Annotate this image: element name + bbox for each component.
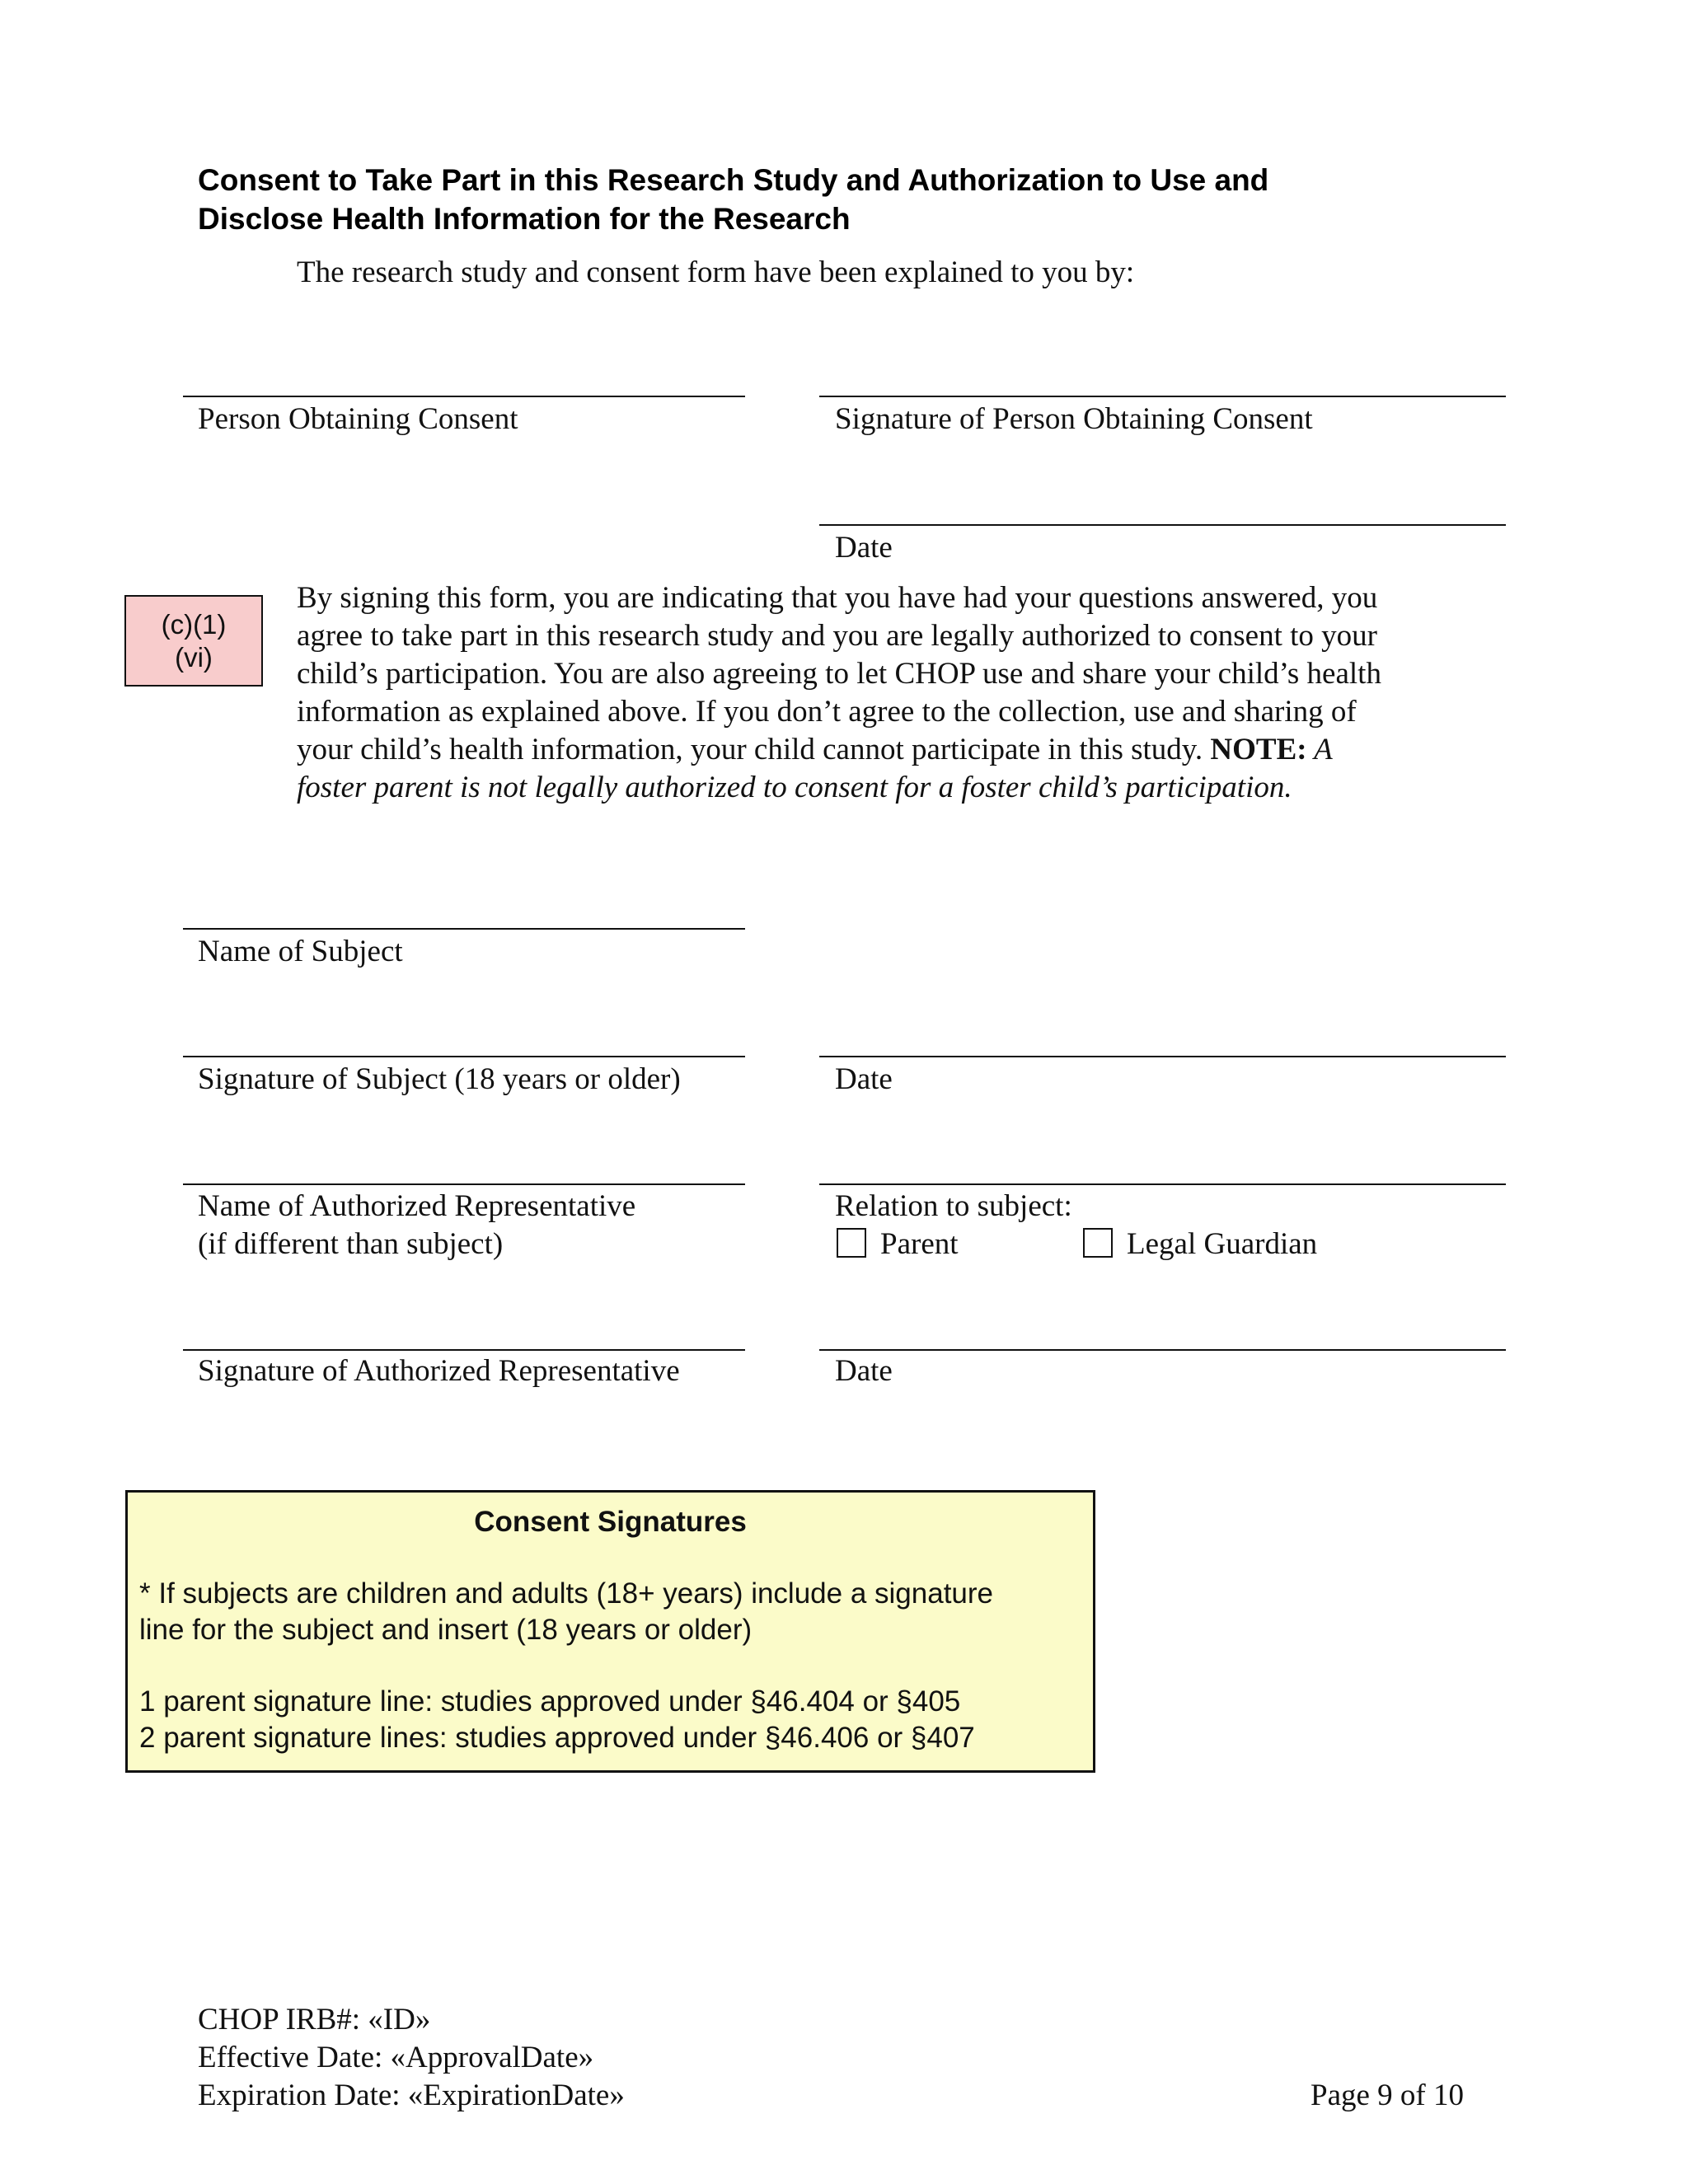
date-1-label: Date [835, 531, 893, 565]
relation-label: Relation to subject: [835, 1189, 1072, 1223]
date-3-label: Date [835, 1354, 893, 1388]
title-line-1: Consent to Take Part in this Research Study and Authorization to Use and [198, 163, 1269, 197]
page-number: Page 9 of 10 [1311, 2079, 1464, 2112]
date-2-label: Date [835, 1062, 893, 1096]
footer-expiration-date: Expiration Date: «ExpirationDate» [198, 2079, 625, 2112]
page-title [198, 161, 1517, 238]
regulation-tag-line-2: (vi) [175, 641, 213, 673]
name-subject-line[interactable] [183, 928, 745, 930]
signature-rep-label: Signature of Authorized Representative [198, 1354, 680, 1388]
paragraph-line-6 [297, 769, 1500, 807]
name-subject-label: Name of Subject [198, 935, 403, 968]
person-obtaining-line[interactable] [183, 396, 745, 397]
footer-effective-date: Effective Date: «ApprovalDate» [198, 2041, 594, 2074]
signature-person-obtaining-label: Signature of Person Obtaining Consent [835, 402, 1313, 436]
consent-paragraph [297, 579, 1500, 807]
consent-signatures-note [125, 1490, 1095, 1773]
footer-irb: CHOP IRB#: «ID» [198, 2003, 431, 2036]
paragraph-line-3: child’s participation. You are also agreeing to let CHOP use and share your child’s health [297, 657, 1381, 691]
paragraph-line-5-text: your child’s health information, your child cannot participate in this study. [297, 733, 1211, 766]
intro-text: The research study and consent form have been explained to you by: [297, 255, 1135, 289]
note-line-2: line for the subject and insert (18 years or older) [139, 1614, 753, 1646]
note-title: Consent Signatures [474, 1506, 747, 1538]
person-obtaining-label: Person Obtaining Consent [198, 402, 518, 436]
foster-parent-note: foster parent is not legally authorized to consent for a foster child’s participation. [297, 771, 1292, 804]
paragraph-line-2: agree to take part in this research study and you are legally authorized to consent to your [297, 619, 1377, 653]
note-label: NOTE: [1210, 733, 1307, 766]
relation-line[interactable] [819, 1183, 1506, 1185]
regulation-tag-line-1: (c)(1) [161, 608, 227, 640]
regulation-tag [124, 595, 263, 687]
paragraph-line-5 [297, 731, 1500, 769]
name-rep-label-2: (if different than subject) [198, 1227, 504, 1261]
signature-person-obtaining-line[interactable] [819, 396, 1506, 397]
note-line-4: 2 parent signature lines: studies approved under §46.406 or §407 [139, 1722, 975, 1754]
paragraph-line-5-italic: A [1306, 733, 1333, 766]
note-line-3: 1 parent signature line: studies approved under §46.404 or §405 [139, 1685, 961, 1718]
signature-rep-line[interactable] [183, 1349, 745, 1351]
paragraph-line-4: information as explained above. If you don’t agree to the collection, use and sharing of [297, 695, 1357, 729]
name-rep-line[interactable] [183, 1183, 745, 1185]
date-2-line[interactable] [819, 1056, 1506, 1057]
paragraph-line-1: By signing this form, you are indicating that you have had your questions answered, you [297, 581, 1378, 615]
parent-checkbox-label: Parent [880, 1227, 959, 1261]
date-1-line[interactable] [819, 524, 1506, 526]
name-rep-label-1: Name of Authorized Representative [198, 1189, 636, 1223]
signature-subject-label: Signature of Subject (18 years or older) [198, 1062, 681, 1096]
date-3-line[interactable] [819, 1349, 1506, 1351]
title-line-2: Disclose Health Information for the Research [198, 202, 851, 236]
footer [198, 2001, 625, 2115]
legal-guardian-checkbox[interactable] [1083, 1228, 1113, 1258]
note-line-1: * If subjects are children and adults (18+ years) include a signature [139, 1577, 994, 1610]
parent-checkbox[interactable] [837, 1228, 866, 1258]
signature-subject-line[interactable] [183, 1056, 745, 1057]
legal-guardian-checkbox-label: Legal Guardian [1127, 1227, 1318, 1261]
